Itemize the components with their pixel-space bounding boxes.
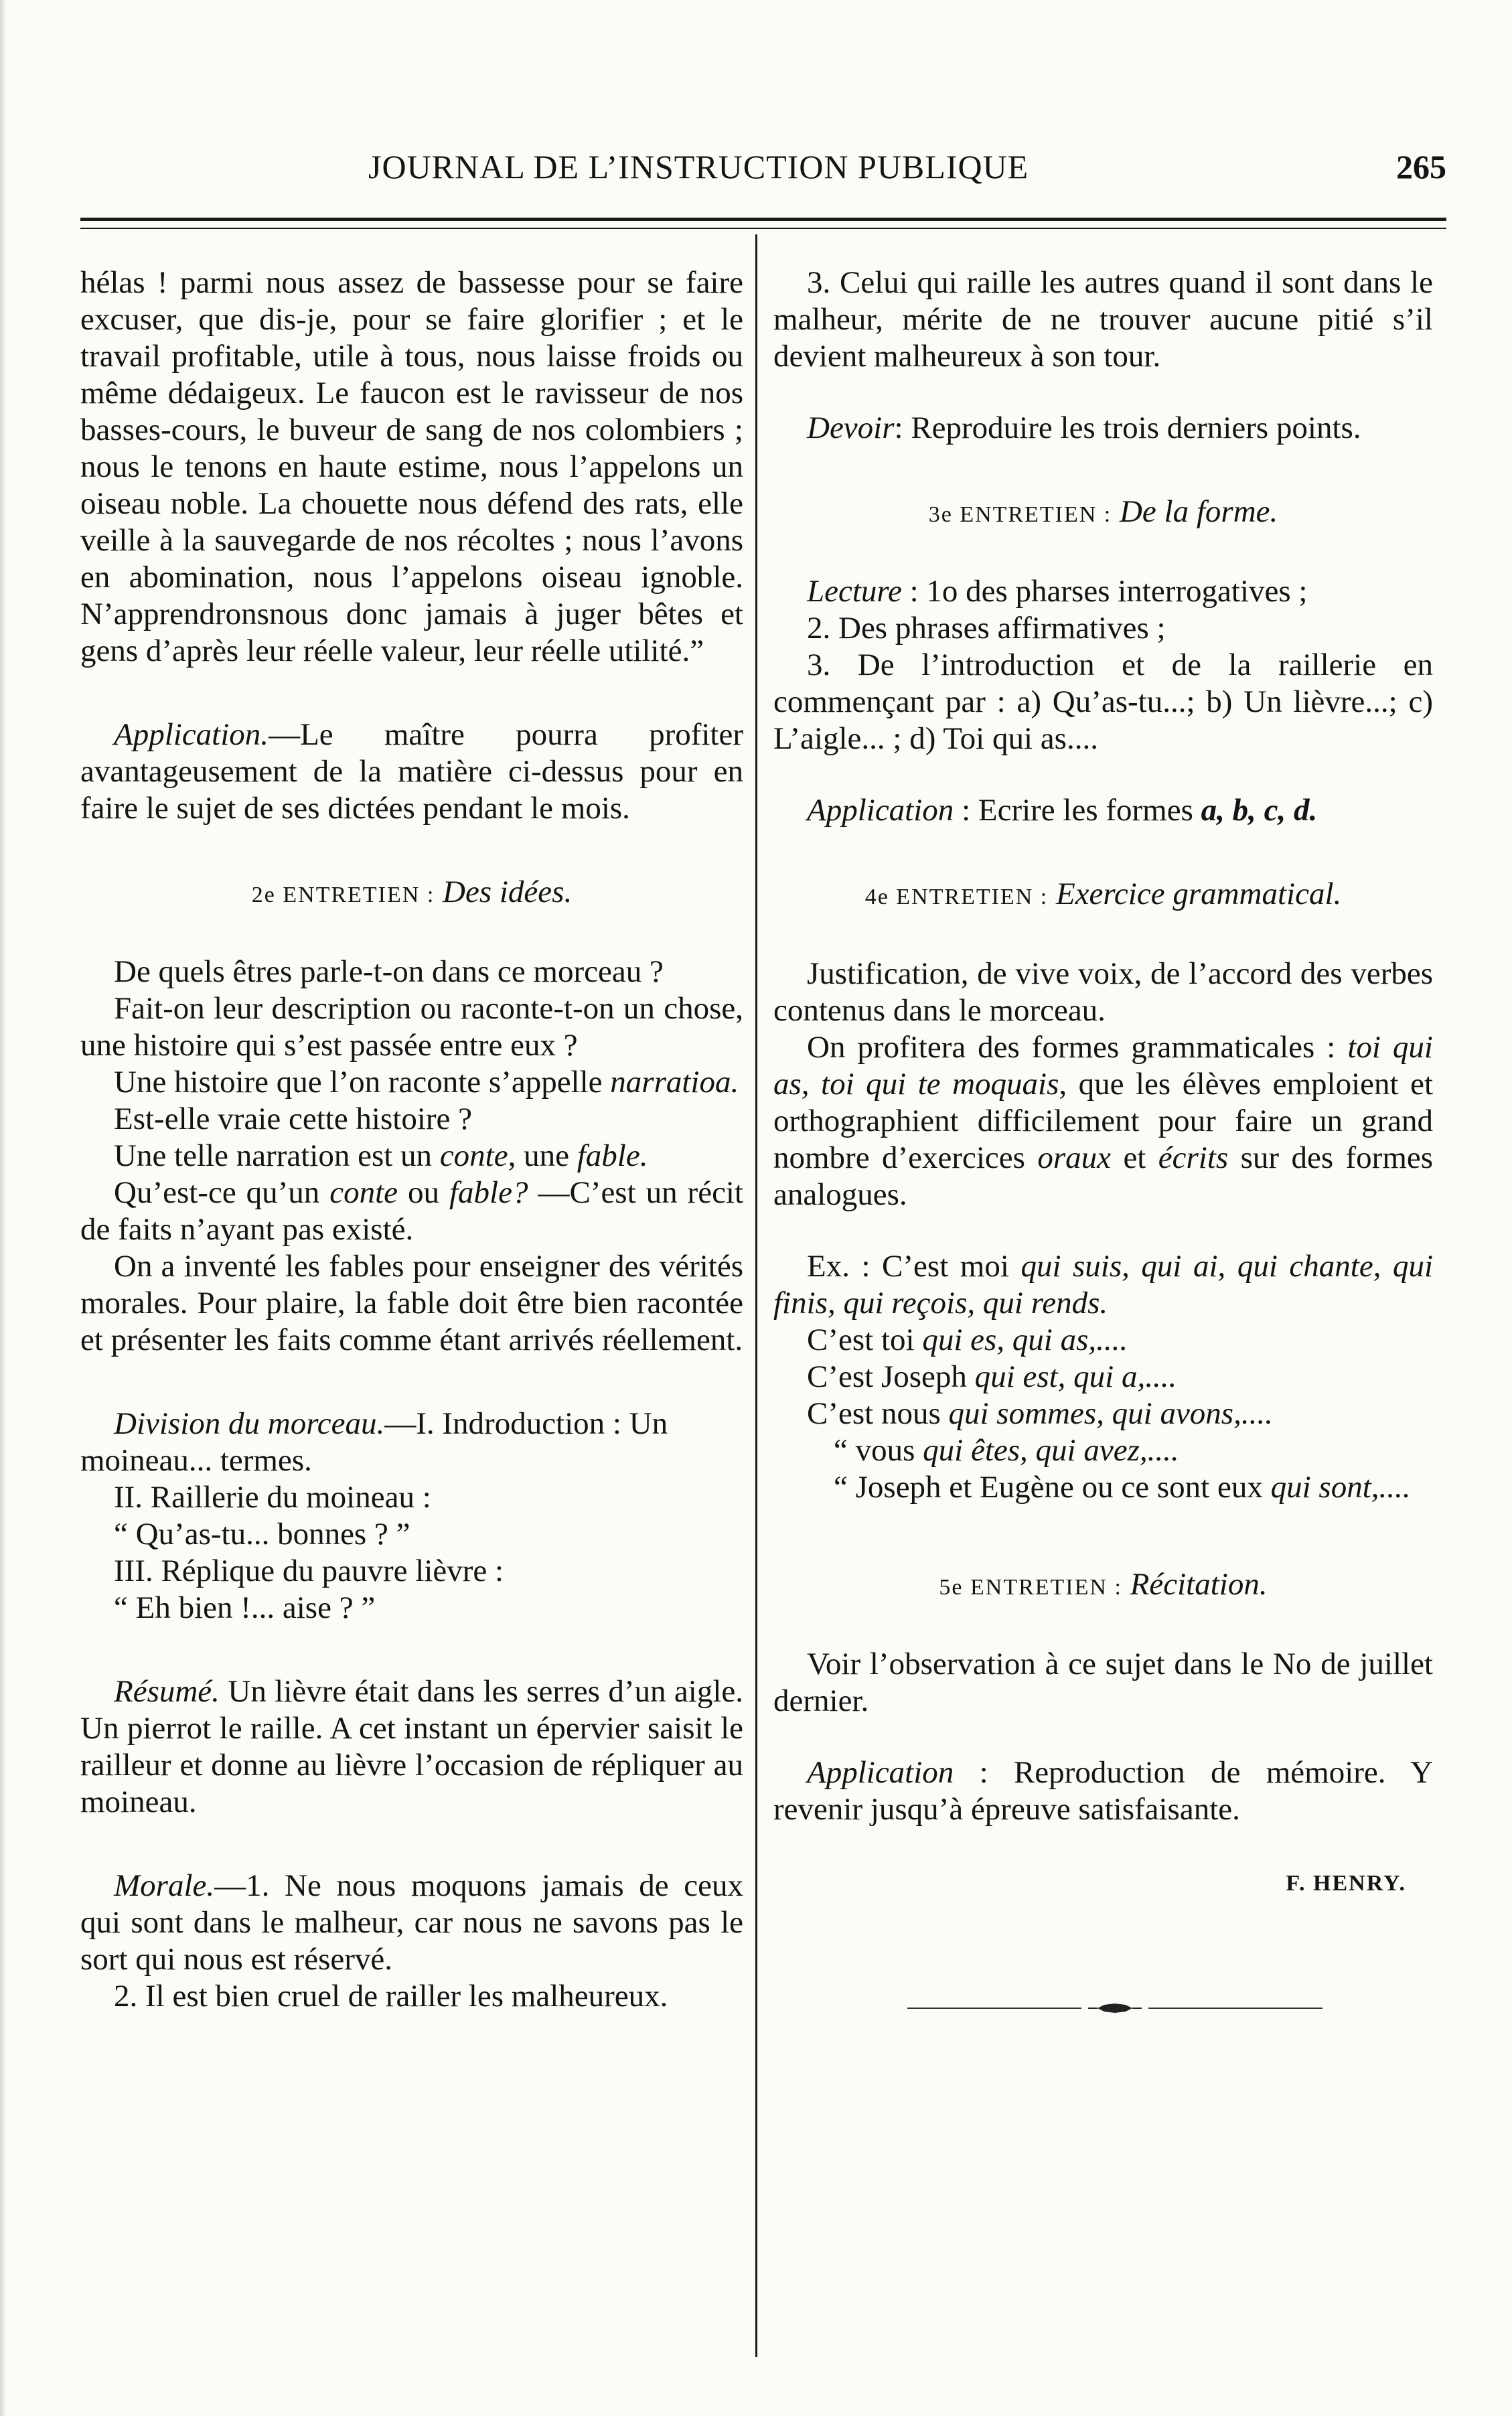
left-column <box>80 265 743 2015</box>
question-5 <box>80 1138 743 1175</box>
end-ornament <box>773 1995 1433 2022</box>
ornament-flourish-icon <box>1088 2001 1142 2016</box>
justification-2b: toi qui as, toi qui te moquais <box>773 1030 1433 1102</box>
devoir-paragraph <box>773 410 1433 447</box>
examples-block <box>773 1248 1433 1506</box>
application-2 <box>773 792 1433 829</box>
question-1: De quels êtres parle-t-on dans ce morceau ? <box>114 954 664 989</box>
example-2 <box>773 1322 1433 1359</box>
question-6-b: ou <box>408 1175 440 1210</box>
division-label: Division du morceau. <box>114 1406 385 1441</box>
running-title: JOURNAL DE L’INSTRUCTION PUBLIQUE <box>368 148 1029 185</box>
justification-2a: On profitera des formes grammaticales : <box>807 1030 1336 1065</box>
page-edge <box>0 0 7 2416</box>
justification-2e: et <box>1123 1140 1146 1175</box>
continued-paragraph: hélas ! parmi nous assez de bassesse pour se faire excuser, que dis-je, pour se faire glorifier ; et le travail profitable, utile à tous, nous laisse froids ou même dédaigeux. Le faucon est le ravisseur de nos basses-cours, le buveur de sang de nos colombiers ; nous le tenons en haute estime, nous l’appelons un oiseau noble. La chouette nous défend des rats, elle veille à la sauvegarde de nos récoltes ; nous l’avons en abomination, nous l’appelons oiseau ignoble. N’apprendronsnous donc jamais à juger bêtes et gens d’après leur réelle valeur, leur réelle utilité.” <box>80 265 743 668</box>
example-1b: qui suis, qui ai, qui chante, qui finis, qui reçois, qui rends. <box>773 1249 1434 1320</box>
division-line-1 <box>80 1406 743 1479</box>
example-6a: “ Joseph et Eugène ou ce sont eux <box>834 1470 1263 1505</box>
justification-2g: sur des formes analogues. <box>773 1140 1434 1212</box>
entretien-5-heading <box>773 1566 1433 1606</box>
column-divider <box>755 234 757 2357</box>
application-2-text: : Ecrire les formes <box>962 793 1193 828</box>
question-5-conte: conte <box>439 1138 508 1173</box>
example-2a: C’est toi <box>807 1323 915 1357</box>
division-block <box>80 1406 743 1627</box>
division-line-2: II. Raillerie du moineau : <box>114 1480 431 1515</box>
question-4: Est-elle vraie cette histoire ? <box>114 1102 473 1136</box>
application-2-label: Application <box>807 793 954 828</box>
entretien-2-title: Des idées. <box>443 875 573 909</box>
header-rule-thick <box>80 218 1446 221</box>
example-3 <box>773 1359 1433 1395</box>
resume-text: Un lièvre était dans les serres d’un aigle. Un pierrot le raille. A cet instant un épervier saisit le railleur et donne au lièvre l’occasion de répliquer au moineau. <box>80 1674 743 1819</box>
example-3b: qui est, qui a,.... <box>974 1359 1177 1394</box>
question-6-c: —C’est un récit de faits n’ayant pas existé. <box>80 1175 744 1247</box>
ornament-rule-right <box>1148 2008 1322 2009</box>
header-rule-thin <box>80 228 1446 229</box>
application-2-forms: a, b, c, d. <box>1201 793 1318 828</box>
justification-1: Justification, de vive voix, de l’accord des verbes contenus dans le morceau. <box>773 956 1433 1028</box>
entretien-4-heading <box>773 876 1433 915</box>
entretien-4-label: 4e ENTRETIEN : <box>864 885 1049 909</box>
point-3: 3. Celui qui raille les autres quand il sont dans le malheur, mérite de ne trouver aucune pitié s’il devient malheureux à son tour. <box>773 265 1433 374</box>
resume-paragraph <box>80 1673 743 1821</box>
resume-label: Résumé. <box>114 1674 220 1709</box>
example-4 <box>773 1395 1433 1432</box>
question-7: On a inventé les fables pour enseigner des vérités morales. Pour plaire, la fable doit être bien racontée et présenter les faits comme étant arrivés réellement. <box>80 1249 743 1357</box>
example-5a: “ vous <box>834 1433 915 1468</box>
example-5b: qui êtes, qui avez,.... <box>923 1433 1179 1468</box>
example-1a: Ex. : C’est moi <box>807 1249 1009 1284</box>
entretien-3-title: De la forme. <box>1119 494 1278 529</box>
example-1 <box>773 1248 1433 1322</box>
question-5-b: , une <box>508 1138 569 1173</box>
lecture-1 <box>773 573 1433 610</box>
devoir-label: Devoir <box>807 410 895 445</box>
lecture-3-a: 3. De l’introduction et de la raillerie en commençant par : <box>773 648 1433 719</box>
signature: F. HENRY. <box>1286 1871 1406 1896</box>
application-3-label: Application <box>807 1755 954 1790</box>
voir-paragraph: Voir l’observation à ce sujet dans le No de juillet dernier. <box>773 1647 1433 1718</box>
entretien-5-title: Récitation. <box>1130 1567 1268 1602</box>
lecture-label: Lecture <box>807 574 902 609</box>
entretien-2-label: 2e ENTRETIEN : <box>251 883 435 907</box>
entretien-4-title: Exercice grammatical. <box>1055 877 1342 911</box>
page-number: 265 <box>1396 148 1446 185</box>
example-6 <box>773 1469 1433 1506</box>
question-3-text: Une histoire que l’on raconte s’appelle <box>114 1065 603 1100</box>
entretien-2-heading <box>80 874 743 913</box>
morale-text: —1. Ne nous moquons jamais de ceux qui sont dans le malheur, car nous ne savons pas le sort qui nous est réservé. <box>80 1868 743 1977</box>
lecture-2: 2. Des phrases affirmatives ; <box>807 611 1166 646</box>
application-paragraph <box>80 716 743 827</box>
example-2b: qui es, qui as,.... <box>922 1323 1128 1357</box>
entretien-5-label: 5e ENTRETIEN : <box>939 1575 1122 1600</box>
entretien-3-label: 3e ENTRETIEN : <box>928 502 1112 527</box>
entretien-3-heading <box>773 494 1433 533</box>
running-head <box>80 147 1446 201</box>
lecture-1-text: : 1o des pharses interrogatives ; <box>909 574 1308 609</box>
morale-paragraph <box>80 1868 743 1978</box>
division-line-3: “ Qu’as-tu... bonnes ? ” <box>114 1517 410 1552</box>
example-4a: C’est nous <box>807 1396 941 1431</box>
application-text: —Le maître pourra profiter avantageusement de la matière ci-dessus pour en faire le sujet de ses dictées pendant le mois. <box>80 717 743 826</box>
question-3-term: narratioa. <box>610 1065 739 1100</box>
example-3a: C’est Joseph <box>807 1359 967 1394</box>
justification-2c: , que les élèves emploient et orthographient difficilement pour faire un grand nombre d’exercices <box>773 1067 1433 1175</box>
morale-label: Morale. <box>114 1868 215 1903</box>
application-3-text: : Reproduction de mémoire. Y revenir jusqu’à épreuve satisfaisante. <box>773 1755 1433 1827</box>
question-6-fable: fable? <box>449 1175 528 1210</box>
division-line-4: III. Réplique du pauvre lièvre : <box>114 1554 504 1588</box>
question-6 <box>80 1175 743 1248</box>
question-2: Fait-on leur description ou raconte-t-on un chose, une histoire qui s’est passée entre eux ? <box>80 991 743 1063</box>
example-6b: qui sont,.... <box>1270 1470 1411 1505</box>
justification-2 <box>773 1029 1433 1213</box>
application-label: Application. <box>114 717 269 752</box>
question-6-conte: conte <box>329 1175 398 1210</box>
application-3 <box>773 1754 1433 1828</box>
morale-2: 2. Il est bien cruel de railler les malheureux. <box>114 1979 668 2014</box>
justification-2d: oraux <box>1037 1140 1112 1175</box>
lecture-3 <box>773 647 1433 757</box>
division-line-5: “ Eh bien !... aise ? ” <box>114 1590 376 1625</box>
question-5-fable: fable. <box>577 1138 648 1173</box>
example-4b: qui sommes, qui avons,.... <box>948 1396 1273 1431</box>
question-5-a: Une telle narration est un <box>114 1138 433 1173</box>
devoir-text: : Reproduire les trois derniers points. <box>894 410 1361 445</box>
question-6-a: Qu’est-ce qu’un <box>114 1175 320 1210</box>
lecture-3-b: a) Qu’as-tu...; b) Un lièvre...; c) L’aigle... ; d) Toi qui as.... <box>773 684 1433 756</box>
justification-2f: écrits <box>1158 1140 1229 1175</box>
right-column <box>773 265 1433 2022</box>
ornament-rule-left <box>907 2008 1081 2009</box>
question-3 <box>80 1064 743 1101</box>
division-text-1: —I. Indroduction : Un moineau... termes. <box>80 1406 668 1478</box>
example-5 <box>773 1432 1433 1469</box>
